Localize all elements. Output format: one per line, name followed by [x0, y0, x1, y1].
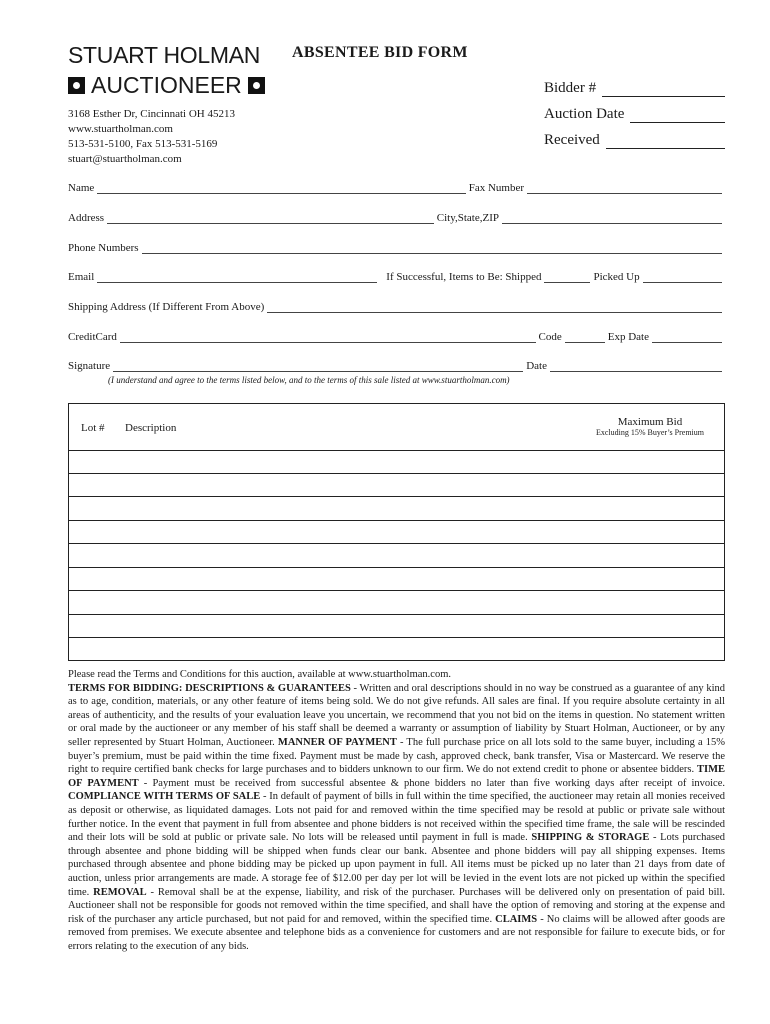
- logo-square-icon: [248, 77, 265, 94]
- name-label: Name: [68, 182, 95, 194]
- agreement-note: (I understand and agree to the terms listed below, and to the terms of this sale listed at www.stuartholman.com): [108, 375, 510, 385]
- table-row[interactable]: [69, 521, 724, 544]
- signature-label: Signature: [68, 360, 111, 372]
- credit-card-label: CreditCard: [68, 331, 117, 343]
- terms-intro: Please read the Terms and Conditions for this auction, available at www.stuartholman.com.: [68, 669, 452, 680]
- exp-date-label: Exp Date: [607, 331, 649, 343]
- terms-heading: CLAIMS: [495, 913, 538, 925]
- fax-label: Fax Number: [468, 182, 524, 194]
- max-bid-header-text: Maximum Bid: [617, 416, 683, 428]
- email-input-line[interactable]: [97, 272, 377, 283]
- terms-text: - Removal shall be at the expense, liability, and risk of the purchaser. Purchases will be delivered only on presentation of paid bill. Auctioneer shall not be responsible for goods not removed within the time specified, and shall have the option of removing and storing at the expense and risk of the purchaser any article purchased, but not paid for and removed, within the specified time.: [68, 886, 725, 925]
- logo-square-icon: [68, 77, 85, 94]
- terms-text: - Payment must be received from successful absentee & phone bidders no later than five working days after receipt of invoice.: [138, 777, 725, 789]
- shipping-row: [68, 301, 725, 313]
- received-label: Received: [544, 132, 600, 148]
- auction-date-field[interactable]: [544, 106, 725, 123]
- shipping-label: Shipping Address (If Different From Above): [68, 301, 265, 313]
- fax-input-line[interactable]: [527, 183, 722, 194]
- picked-up-input-line[interactable]: [643, 272, 722, 283]
- if-successful-label: If Successful, Items to Be: Shipped: [386, 271, 542, 283]
- auction-date-input-line[interactable]: [630, 108, 725, 123]
- terms-text: - Lots purchased through absentee and phone bidding will be shipped when funds clear our bank. Absentee and phone bidders will pay all shipping expenses. Items purchased through absentee and phone bidding may be picked up upon payment in full. All items must be picked up no later than 21 days from date of auction, unless prior arrangements are made. A storage fee of $12.00 per day per lot will be levied in the event lots are not picked up within the specified time.: [68, 832, 725, 898]
- date-label: Date: [526, 360, 547, 372]
- date-input-line[interactable]: [550, 361, 722, 372]
- auction-date-label: Auction Date: [544, 106, 625, 122]
- received-field[interactable]: [544, 132, 725, 149]
- terms-text: - Written and oral descriptions should in no way be construed as a guarantee of any kind as to age, condition, materials, or any other feature of items being sold. We do not give refunds. All sales are final. If you require absolute certainty in all areas of authenticity, and the results of your evaluation leave you uncertain, we recommend that you not bid on the items in question. No statement written or oral made by the auctioneer or any member of his staff shall be deemed a warranty or assumption of liability by Stuart Holman, Auctioneer, or by any seller represented by Stuart Holman, Auctioneer.: [68, 682, 725, 748]
- lot-column-header: Lot #: [81, 422, 105, 434]
- table-row[interactable]: [69, 615, 724, 638]
- name-row: [68, 182, 725, 194]
- address-row: [68, 212, 725, 224]
- terms-text: - The full purchase price on all lots sold to the same buyer, including a 15% buyer’s premium, must be paid within the time fixed. Payment must be made by cash, approved check, bank transfer, Visa or Mastercard. We reserve the right to require certified bank checks for large purchases and to bidders unknown to our firm. We do not extend credit to phone or absentee bidders.: [68, 736, 725, 776]
- phone-input-line[interactable]: [142, 243, 722, 254]
- code-label: Code: [538, 331, 562, 343]
- bid-table: [68, 403, 725, 661]
- max-bid-column-header: [596, 416, 704, 437]
- shipping-input-line[interactable]: [267, 302, 722, 313]
- phone-label: Phone Numbers: [68, 242, 139, 254]
- city-label: City,State,ZIP: [436, 212, 499, 224]
- terms-body: [68, 682, 725, 954]
- terms-heading: REMOVAL: [93, 886, 147, 898]
- email-row: [68, 271, 725, 283]
- exp-date-input-line[interactable]: [652, 332, 722, 343]
- bidder-field[interactable]: [544, 80, 725, 97]
- bidder-label: Bidder #: [544, 80, 597, 96]
- table-row[interactable]: [69, 497, 724, 521]
- received-input-line[interactable]: [606, 134, 725, 149]
- subtitle-text: AUCTIONEER: [91, 72, 242, 98]
- email-line: stuart@stuartholman.com: [68, 153, 182, 165]
- terms-text: - In default of payment of bills in full within the time specified, the auctioneer may retain all monies received as deposit or otherwise, as liquidated damages. Lots not paid for and removed within the time specified may be resold at public or private sale without further notice. In the event that payment in full from absentee and phone bidders is not received within the specified time frame, the sale will be rescinded and their lots will be sold at public or private sale. No lots will be released until payment in full is made.: [68, 791, 725, 844]
- table-row[interactable]: [69, 450, 724, 474]
- signature-input-line[interactable]: [113, 361, 523, 372]
- bidder-input-line[interactable]: [602, 82, 725, 97]
- max-bid-header-subtext: Excluding 15% Buyer’s Premium: [595, 428, 704, 437]
- table-row[interactable]: [69, 474, 724, 497]
- bid-table-header: [69, 404, 724, 451]
- terms-and-conditions: [68, 668, 725, 953]
- table-row[interactable]: [69, 591, 724, 615]
- name-input-line[interactable]: [97, 183, 465, 194]
- website-line: www.stuartholman.com: [68, 123, 173, 135]
- terms-heading: MANNER OF PAYMENT: [277, 736, 397, 748]
- terms-heading: TERMS FOR BIDDING: DESCRIPTIONS & GUARANTEES: [68, 682, 351, 694]
- table-row[interactable]: [69, 544, 724, 568]
- credit-card-input-line[interactable]: [120, 332, 536, 343]
- phone-row: [68, 242, 725, 254]
- picked-up-label: Picked Up: [593, 271, 640, 283]
- terms-heading: TIME OF PAYMENT: [68, 764, 725, 789]
- phone-line: 513-531-5100, Fax 513-531-5169: [68, 138, 218, 150]
- signature-row: [68, 360, 725, 372]
- company-logo-name: STUART HOLMAN: [68, 42, 261, 68]
- city-input-line[interactable]: [502, 213, 722, 224]
- credit-card-row: [68, 331, 725, 343]
- terms-text: - No claims will be allowed after goods are removed from premises. We execute absentee and telephone bids as a convenience for customers and are not responsible for failure to execute bids, or for errors relating to the execution of any bids.: [68, 913, 725, 952]
- shipped-input-line[interactable]: [544, 272, 590, 283]
- description-column-header: Description: [125, 422, 177, 434]
- terms-heading: COMPLIANCE WITH TERMS OF SALE: [68, 791, 261, 803]
- email-label: Email: [68, 271, 95, 283]
- address-input-line[interactable]: [107, 213, 434, 224]
- form-title: ABSENTEE BID FORM: [292, 44, 468, 61]
- code-input-line[interactable]: [565, 332, 605, 343]
- table-row[interactable]: [69, 568, 724, 591]
- contact-block: [68, 107, 235, 167]
- address-line: 3168 Esther Dr, Cincinnati OH 45213: [68, 108, 235, 120]
- terms-heading: SHIPPING & STORAGE: [531, 832, 650, 844]
- company-logo-subtitle: [68, 72, 265, 99]
- address-label: Address: [68, 212, 105, 224]
- table-row[interactable]: [69, 638, 724, 659]
